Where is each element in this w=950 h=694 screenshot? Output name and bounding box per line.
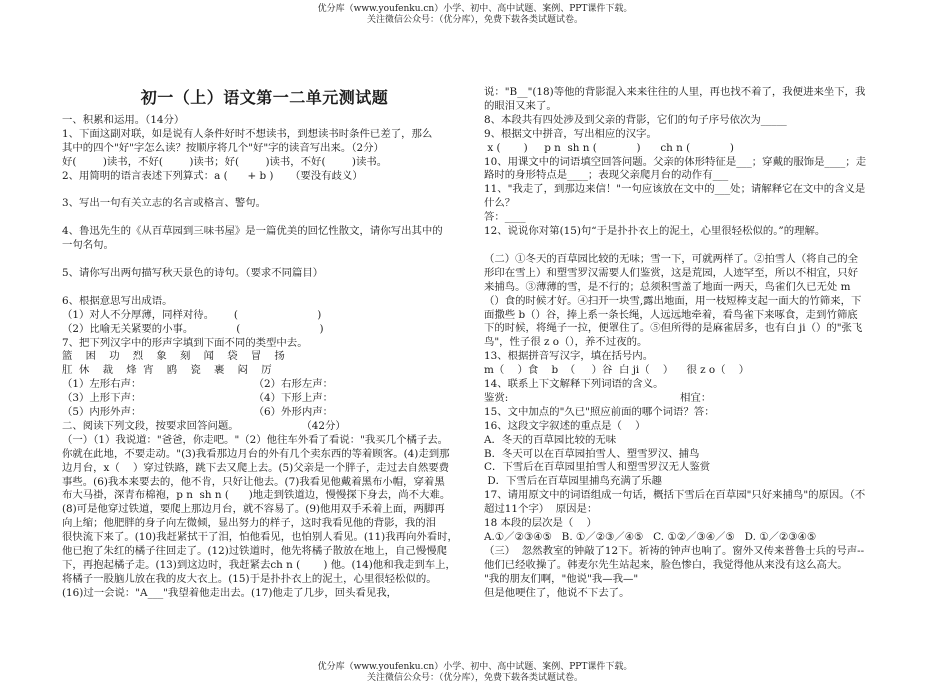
text-line: 7、把下列汉字中的形声字填到下面不同的类型中去。	[62, 336, 308, 349]
header-line-1: 优分库（www.youfenku.cn）小学、初中、高中试题、案例、PPT课件下载。	[317, 4, 633, 14]
text-line: （5）内形外声： （6）外形内声：	[62, 406, 333, 419]
text-line: 18 本段的层次是（ ）	[484, 517, 597, 530]
text-line: 17、请用原文中的词语组成一句话，概括下雪后在百草园"只好来捕鸟"的原因。（不	[484, 489, 866, 502]
text-line	[484, 239, 894, 253]
text-line: （一）（1）我说道："爸爸，你走吧。"（2）他往车外看了看说："我买几个橘子去。	[62, 433, 449, 446]
text-line: （1）左形右声： （2）右形左声：	[62, 378, 333, 391]
text-line: 4、鲁迅先生的《从百草园到三味书屋》是一篇优美的回忆性散文，请你写出其中的	[62, 225, 443, 238]
text-line: 8、本段共有四处涉及到父亲的背影，它们的句子序号依次为_____	[484, 113, 787, 126]
text-line: 的眼泪又来了。	[484, 99, 557, 112]
text-line: 向上缩；他肥胖的身子向左微倾，显出努力的样子，这时我看见他的背影，我的泪	[62, 517, 437, 530]
text-line: （二）①冬天的百草园比较的无味；雪一下，可就两样了。②拍雪人（将自己的全	[484, 252, 859, 265]
text-line: 布大马褂，深青布棉袍，p n sh n ( )地走到铁道边，慢慢探下身去，尚不大难。	[62, 489, 451, 502]
text-line: 好( )读书，不好( )读书；好( )读书，不好( )读书。	[62, 155, 388, 168]
text-line: 1、下面这副对联，如是说有人条件好时不想读书，到想读书时条件已差了，那么	[62, 127, 433, 140]
text-line: 你就在此地，不要走动。"(3)我看那边月台的外有几个卖东西的等着顾客。(4)走到那	[62, 447, 450, 460]
text-line: 但是他哽住了，他说不下去了。	[484, 586, 630, 599]
text-line: 很快流下来了。(10)我赶紧拭干了泪，怕他看见，也怕别人看见。(11)我再向外看时，	[62, 531, 458, 544]
text-line: (8)可是他穿过铁道，要爬上那边月台，就不容易了。(9)他用双手禾着上面，两脚再	[62, 503, 445, 516]
header-line-2: 关注微信公众号：（优分库），免费下载各类试题试卷。	[366, 15, 583, 25]
text-line: "我的朋友们啊，"他说"我—我—"	[484, 572, 639, 585]
text-line: 9、根据文中拼音，写出相应的汉字。	[484, 127, 657, 140]
text-line: 来捕鸟。③薄薄的雪，是不行的；总须积雪盖了地面一两天，鸟雀们久已无处 m	[484, 280, 851, 293]
text-line	[62, 253, 467, 267]
text-line: 下，再抱起橘子走。(13)到这边时，我赶紧去ch n ( ) 他。(14)他和我走到车上，	[62, 559, 456, 571]
text-line: 二、阅读下列文段，按要求回答问题。 （42分）	[62, 419, 346, 432]
text-line: 他已抱了朱红的橘子往回走了。(12)过铁道时，他先将橘子散放在地上，自己慢慢爬	[62, 545, 447, 558]
text-line: 11、"我走了，到那边来信！"一句应该放在文中的___处；请解释它在文中的含义是	[484, 183, 866, 196]
text-line: 鉴赏: 相宜：	[484, 391, 712, 404]
text-line	[62, 281, 467, 295]
text-line: （3）上形下声： （4）下形上声：	[62, 392, 333, 405]
text-line: D．下雪后在百草园里捕鸟充满了乐趣	[484, 475, 662, 488]
text-line: 10、用课文中的词语填空回答问题。父亲的体形特征是___；穿戴的服饰是____；走	[484, 155, 867, 168]
text-line: 14、联系上下文解释下列词语的含义。	[484, 378, 664, 391]
text-line	[62, 184, 467, 198]
footer-line-1: 优分库（www.youfenku.cn）小学、初中、高中试题、案例、PPT课件下载。	[317, 662, 633, 672]
text-line: 2、用简明的语言表述下列算式：a ( + b ) （要没有歧义）	[62, 169, 363, 182]
right-column	[484, 86, 894, 601]
text-line: A.①／②③④⑤ B. ①／②③／④⑤ C. ①②／③④／⑤ D. ①／②③④⑤	[484, 531, 817, 543]
footer-line-2: 关注微信公众号：（优分库），免费下载各类试题试卷。	[366, 673, 583, 683]
right-column-text	[484, 86, 894, 601]
left-column	[62, 88, 467, 601]
text-line: 说："B__"(18)等他的背影混入来来往往的人里，再也找不着了，我便进来坐下，我	[484, 86, 866, 98]
text-line: （2）比喻无关紧要的小事。 ( )	[62, 322, 324, 335]
text-line: 答：____	[484, 211, 526, 224]
text-line: 鸟"，性子很 z o（），养不过夜的。	[484, 336, 648, 349]
text-line: 3、写出一句有关立志的名言或格言、警句。	[62, 197, 267, 210]
text-line: x ( ) p n sh n ( ) ch n ( )	[484, 141, 734, 154]
text-line: C．下雪后在百草园里拍雪人和塑雪罗汉无人鉴赏	[484, 461, 711, 474]
text-line: （1）对人不分厚薄，同样对待。 ( )	[62, 308, 322, 321]
text-line: 13、根据拼音写汉字，填在括号内。	[484, 350, 654, 363]
text-line: 肛 休 裁 烽 宵 鸥 瓷 裹 闷 厉	[62, 364, 272, 377]
text-line: 形印在雪上）和塑雪罗汉需要人们鉴赏，这是荒园，人迹罕至，所以不相宜，只好	[484, 266, 859, 279]
text-line: （）食的时候才好。④扫开一块雪,露出地面，用一枝短棒支起一面大的竹筛来，下	[484, 294, 862, 307]
text-line: A．冬天的百草园比较的无味	[484, 433, 617, 446]
text-line: 下的时候，将绳子一拉，便罩住了。⑤但所得的是麻雀居多，也有白 ji（）的"张飞	[484, 322, 863, 335]
text-line: 路时的身形特点是____；表现父亲爬月台的动作有___	[484, 169, 729, 182]
text-line: m（ ）食 b （ ）谷 白 ji（ ） 很 z o（ ）	[484, 364, 750, 377]
text-line: 什么？	[484, 197, 516, 210]
text-line: 他们已经收操了。韩麦尔先生站起来，脸色惨白，我觉得他从来没有这么高大。	[484, 558, 848, 571]
text-line: 一、积累和运用。（14分）	[62, 114, 185, 126]
text-line: 6、根据意思写出成语。	[62, 294, 173, 307]
text-line: 事些。(6)我本来要去的，他不肯，只好让他去。(7)我看见他戴着黑布小帽，穿着黑	[62, 475, 445, 488]
text-line: 边月台，x（ ）穿过铁路，跳下去又爬上去。(5)父亲是一个胖子，走过去自然要费	[62, 461, 450, 474]
page-title: 初一（上）语文第一二单元测试题	[140, 88, 389, 107]
text-line: 16、这段文字叙述的重点是（ ）	[484, 419, 646, 432]
text-line: 15、文中加点的"久已"照应前面的哪个词语？答：	[484, 405, 715, 418]
text-line: (16)过一会说："A___"我望着他走出去。(17)他走了几步，回头看见我，	[62, 586, 398, 599]
text-line: 其中的四个"好"字怎么读？按顺序将几个"好"字的读音写出来。（2分）	[62, 141, 384, 154]
text-line: 5、请你写出两句描写秋天景色的诗句。（要求不同篇目）	[62, 266, 324, 279]
text-line: 将橘子一股脑儿放在我的皮大衣上。(15)于是扑扑衣上的泥土，心里很轻松似的。	[62, 572, 437, 585]
text-line: 12、说说你对第(15)句“于是扑扑衣上的泥土，心里很轻松似的。”的理解。	[484, 225, 826, 238]
text-line: B．冬天可以在百草园拍雪人、塑雪罗汉、捕鸟	[484, 447, 700, 460]
left-column-text	[62, 114, 467, 601]
text-line	[62, 211, 467, 225]
text-line: （三） 忽然教室的钟敲了12下。祈祷的钟声也响了。窗外又传来普鲁士兵的号声--	[484, 544, 865, 557]
page-footer	[0, 662, 950, 684]
text-line: 一句名句。	[62, 239, 114, 252]
text-line: 超过11个字） 原因是：	[484, 503, 598, 516]
text-line: 篮 困 功 烈 象 刻 闻 袋 冒 扬	[62, 350, 285, 363]
text-line: 面撒些 b（）谷，捧上系一条长绳，人远远地牵着，看鸟雀下来啄食，走到竹筛底	[484, 308, 858, 321]
page-header	[0, 4, 950, 26]
